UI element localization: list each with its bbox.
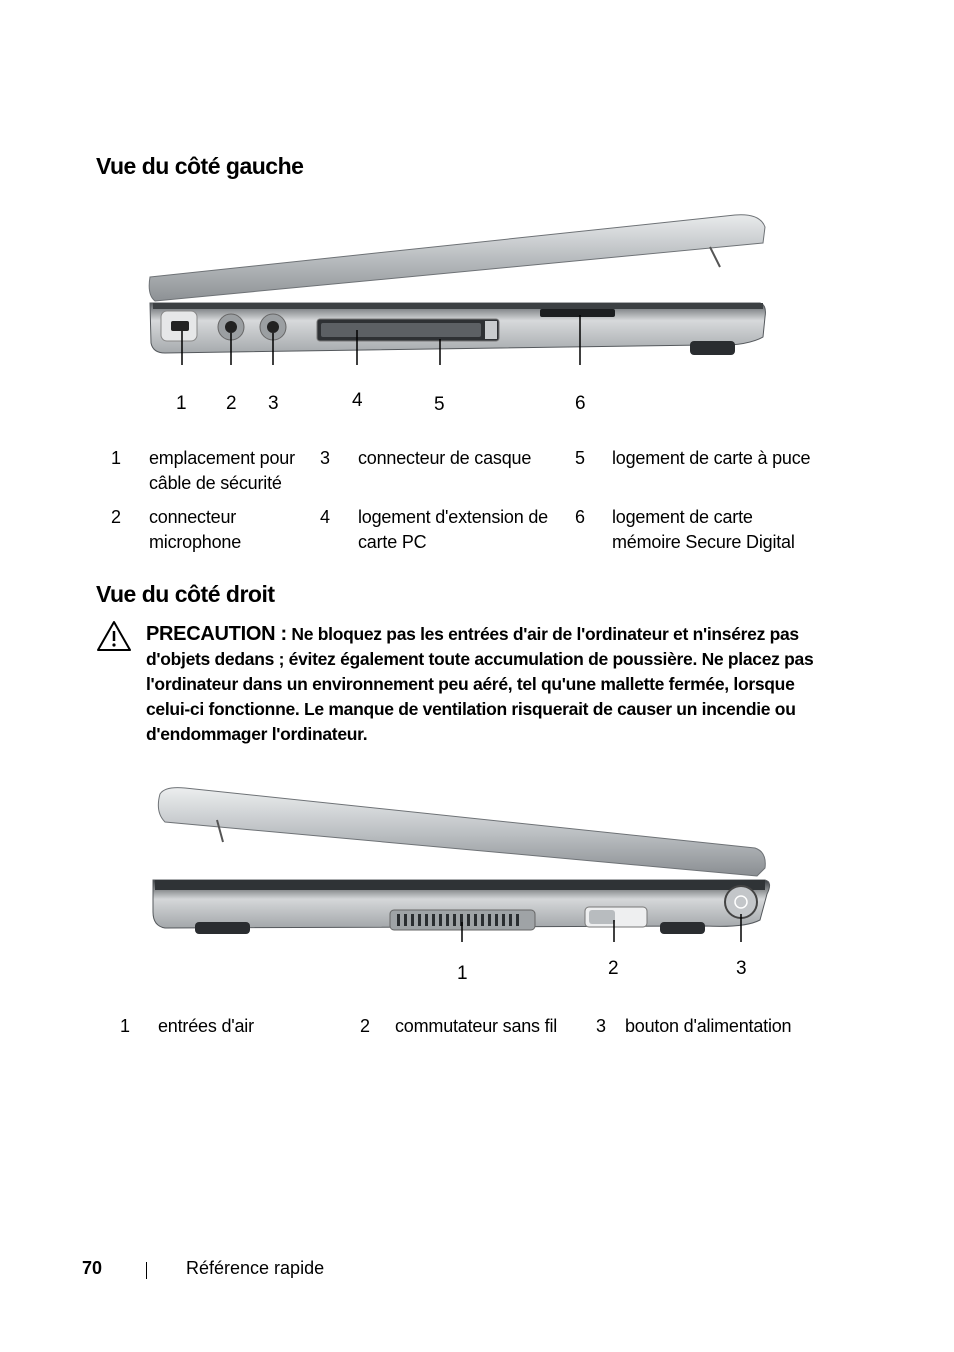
footer-section-title: Référence rapide [186,1258,325,1278]
item-label: logement de carte mémoire Secure Digital [612,507,795,552]
item-label: connecteur microphone [149,507,242,552]
item-label: commutateur sans fil [395,1016,558,1036]
caution-icon [96,620,132,652]
callout-2: 2 [608,958,619,979]
callout-2: 2 [226,393,237,414]
callout-5: 5 [434,394,445,415]
item-label: logement d'extension de carte PC [358,507,548,552]
item-number: 3 [320,448,331,468]
caution-text: Ne bloquez pas les entrées d'air de l'ordinateur et n'insérez pas d'objets dedans ; évitez également toute accumulation de poussière. Ne placez pas l'ordinateur dans un environnement peu aéré, tel qu'une mallette fermée, lorsque celui-ci fonctionne. Le manque de ventilation risquerait de causer un incendie ou d'endommager l'ordinateur. [146,624,814,744]
callout-1: 1 [457,963,468,984]
caution-label: PRECAUTION : [146,623,287,645]
heading-right-view: Vue du côté droit [96,581,275,607]
laptop-left-side-image [135,205,775,365]
callout-6: 6 [575,393,586,414]
page-number: 70 [82,1258,103,1278]
callout-3: 3 [736,958,747,979]
item-number: 5 [575,448,586,468]
item-number: 4 [320,507,331,527]
callout-4: 4 [352,390,363,411]
item-number: 1 [120,1016,131,1036]
item-number: 3 [596,1016,607,1036]
item-label: emplacement pour câble de sécurité [149,448,295,493]
item-label: entrées d'air [158,1016,254,1036]
laptop-right-side-image [145,782,775,942]
item-number: 2 [360,1016,371,1036]
item-number: 1 [111,448,122,468]
heading-left-view: Vue du côté gauche [96,153,304,179]
callout-1: 1 [176,393,187,414]
item-label: connecteur de casque [358,448,532,468]
item-number: 2 [111,507,122,527]
item-label: bouton d'alimentation [625,1016,792,1036]
item-label: logement de carte à puce [612,448,811,468]
caution-notice [146,622,826,747]
callout-3: 3 [268,393,279,414]
item-number: 6 [575,507,586,527]
footer-divider [146,1262,147,1279]
